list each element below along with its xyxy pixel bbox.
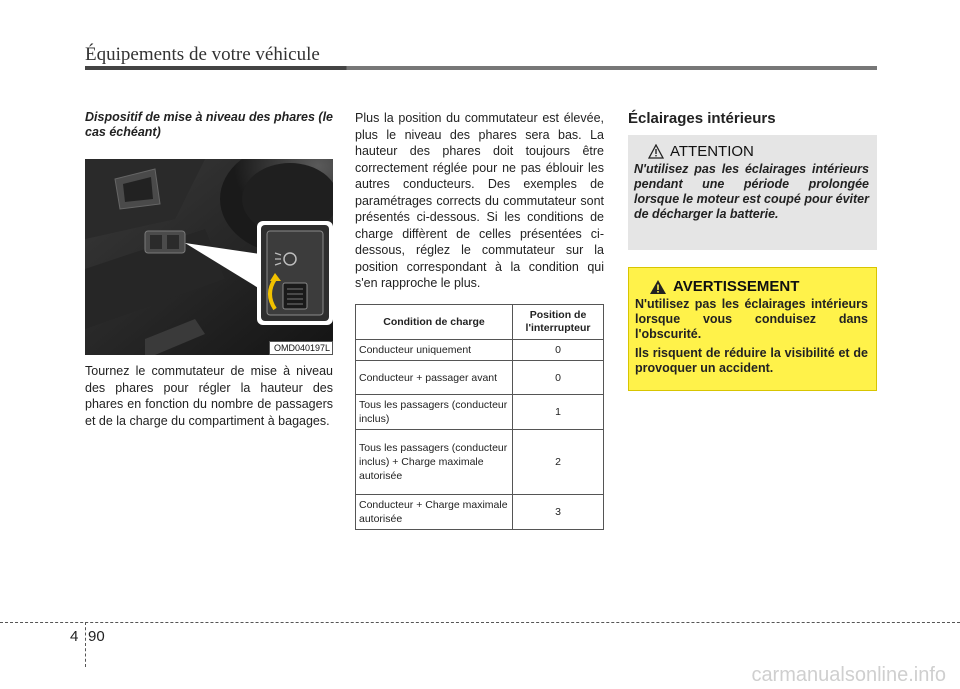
page-number: 90: [88, 628, 105, 645]
condition-cell: Conducteur uniquement: [356, 340, 513, 361]
warning-text-line-1: N'utilisez pas les éclairages intérieurs lorsque vous conduisez dans l'obscurité.: [635, 297, 868, 341]
figure-code: OMD040197L: [269, 341, 333, 355]
position-cell: 2: [513, 430, 604, 495]
table-row: [356, 395, 604, 430]
chapter-number: 4: [70, 628, 79, 645]
load-condition-table: [355, 304, 604, 530]
position-cell: 0: [513, 361, 604, 395]
header-rule: [85, 66, 877, 70]
warning-text-line-2: Ils risquent de réduire la visibilité et de provoquer un accident.: [635, 346, 868, 375]
right-column: [628, 110, 877, 127]
watermark: carmanualsonline.info: [751, 664, 946, 686]
condition-cell: Conducteur + Charge maximale autorisée: [356, 495, 513, 530]
column-header-condition: Condition de charge: [356, 305, 513, 340]
warning-title: AVERTISSEMENT: [673, 278, 800, 295]
table-row: [356, 340, 604, 361]
condition-cell: Tous les passagers (conducteur inclus): [356, 395, 513, 430]
condition-cell: Tous les passagers (conducteur inclus) + Charge maximale autorisée: [356, 430, 513, 495]
attention-text: N'utilisez pas les éclairages intérieurs pendant une période prolongée lorsque le moteur est coupé pour éviter de décharger la batterie.: [634, 162, 869, 221]
position-cell: 3: [513, 495, 604, 530]
dashboard-illustration: [85, 159, 333, 355]
headlight-leveling-instruction: Tournez le commutateur de mise à niveau des phares pour régler la hauteur des phares en fonction du nombre de passagers et de la charge du compartiment à bagages.: [85, 364, 333, 428]
footer-rule: [0, 622, 960, 623]
warning-header: [649, 278, 868, 295]
column-header-position: Position de l'interrupteur: [513, 305, 604, 340]
table-header-row: [356, 305, 604, 340]
warning-box: [628, 267, 877, 391]
attention-header: [648, 143, 869, 160]
page-header-title: Équipements de votre véhicule: [85, 44, 320, 65]
table-row: [356, 495, 604, 530]
attention-box: [628, 135, 877, 250]
footer-divider: [85, 622, 86, 667]
warning-text: [635, 297, 868, 376]
interior-lights-title: Éclairages intérieurs: [628, 110, 776, 127]
table-row: [356, 430, 604, 495]
headlight-leveling-subheading: Dispositif de mise à niveau des phares (le cas échéant): [85, 110, 334, 139]
table-row: [356, 361, 604, 395]
warning-triangle-icon: [649, 279, 667, 295]
middle-column: [355, 110, 604, 292]
left-column: [85, 110, 333, 429]
switch-position-explanation: Plus la position du commutateur est élevée, plus le niveau des phares sera bas. La hauteur des phares doit toujours être correctement réglée pour ne pas éblouir les autres conducteurs. Des exemples de paramétrages corrects du commutateur sont présentés ci-dessous. Si les conditions de charge diffèrent de celles présentées ci-dessous, réglez le commutateur sur la position correspondant à la condition qui s'en rapproche le plus.: [355, 111, 604, 290]
headlight-switch-figure: [85, 159, 333, 355]
position-cell: 0: [513, 340, 604, 361]
condition-cell: Conducteur + passager avant: [356, 361, 513, 395]
caution-triangle-icon: [648, 144, 664, 159]
attention-title: ATTENTION: [670, 143, 754, 160]
position-cell: 1: [513, 395, 604, 430]
